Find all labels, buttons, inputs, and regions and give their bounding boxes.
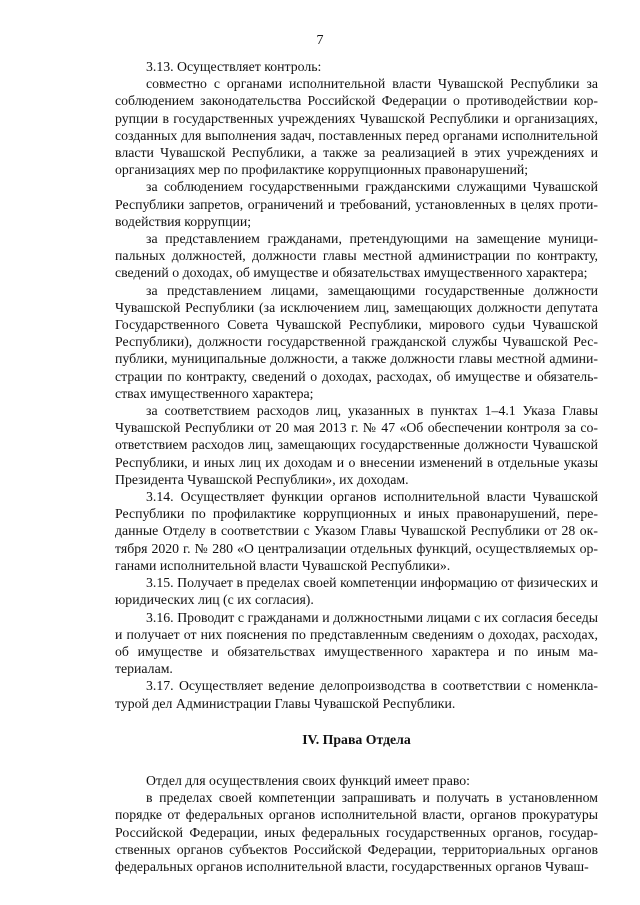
paragraph-control-expenses: за соответствием расходов лиц, указанных в пунктах 1–4.1 Указа Главы Чувашской Республики от 20 мая 2013 г. № 47 «Об обеспечении контроля за соответствием расходов лиц, замещающих государственные должности Чувашской Республики, и иных лиц их доходам и о внесении изменений в отдельные указы Президента Чувашской Республики», их доходам. xyxy=(115,403,598,487)
document-body xyxy=(115,58,598,875)
paragraph-control-officials-income: за представлением лицами, замещающими государственные должности Чувашской Республики (за исключением лиц, замещающих должности депутата Государственного Совета Чувашской Республики, мирового судьи Чувашской Республики), должности государственной гражданской службы Чувашской Республики, муниципальные должности, а также должности главы местной администрации по контракту, сведений о доходах, расходах, об имуществе и обязательствах имущественного характера; xyxy=(115,282,598,401)
paragraph-3-17: 3.17. Осуществляет ведение делопроизводства в соответствии с номенклатурой дел Администрации Главы Чувашской Республики. xyxy=(115,678,598,711)
paragraph-control-candidates-income: за представлением гражданами, претендующими на замещение муниципальных должностей, должности главы местной администрации по контракту, сведений о доходах, об имуществе и обязательствах имущественного характера; xyxy=(115,231,598,281)
paragraph-rights-intro: Отдел для осуществления своих функций имеет право: xyxy=(146,772,470,788)
section-title: IV. Права Отдела xyxy=(302,731,411,747)
paragraph-3-14: 3.14. Осуществляет функции органов исполнительной власти Чувашской Республики по профилактике коррупционных и иных правонарушений, переданные Отделу в соответствии с Указом Главы Чувашской Республики от 28 октября 2020 г. № 280 «О централизации отдельных функций, осуществляемых органами исполнительной власти Чувашской Республики». xyxy=(115,489,598,573)
paragraph-3-16: 3.16. Проводит с гражданами и должностными лицами с их согласия беседы и получает от них пояснения по представленным сведениям о доходах, расходах, об имуществе и обязательствах имущественного характера и по иным материалам. xyxy=(115,609,598,677)
paragraph-control-civil-servants: за соблюдением государственными гражданскими служащими Чувашской Республики запретов, ограничений и требований, установленных в целях противодействия коррупции; xyxy=(115,179,598,229)
page-number: 7 xyxy=(316,33,324,48)
paragraph-control-corruption-laws: совместно с органами исполнительной власти Чувашской Республики за соблюдением законодательства Российской Федерации о противодействии коррупции в государственных учреждениях Чувашской Республики и организациях, созданных для выполнения задач, поставленных перед органами исполнительной власти Чувашской Республики, а также за реализацией в этих учреждениях и организациях мер по профилактике коррупционных правонарушений; xyxy=(115,76,598,178)
paragraph-3-13-heading: 3.13. Осуществляет контроль: xyxy=(146,59,322,74)
paragraph-3-15: 3.15. Получает в пределах своей компетенции информацию от физических и юридических лиц (с их согласия). xyxy=(115,575,598,608)
paragraph-rights-request-info: в пределах своей компетенции запрашивать и получать в установленном порядке от федеральных органов исполнительной власти, органов прокуратуры Российской Федерации, иных федеральных государственных органов, государственных органов субъектов Российской Федерации, территориальных органов федеральных органов исполнительной власти, государственных органов Чуваш- xyxy=(115,790,598,874)
